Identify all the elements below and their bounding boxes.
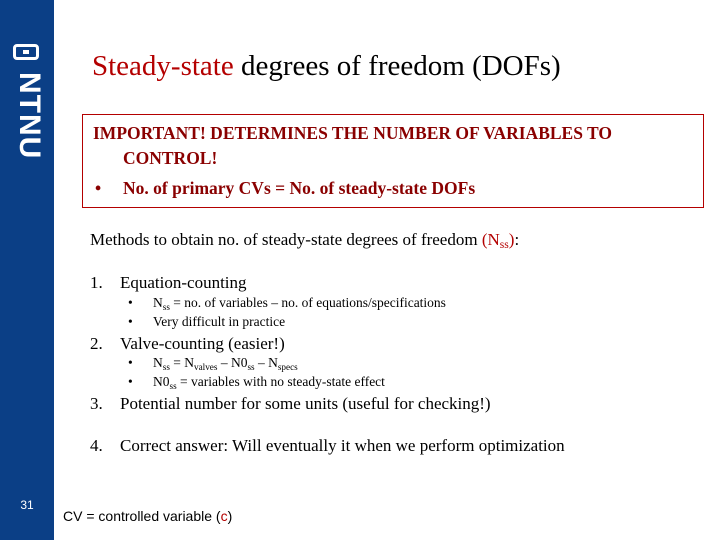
methods-text: Methods to obtain no. of steady-state degrees of freedom xyxy=(90,230,482,249)
methods-heading xyxy=(90,230,519,250)
methods-paren-open: ( xyxy=(481,230,488,249)
footnote-close: ) xyxy=(227,508,233,524)
step-3 xyxy=(90,394,491,414)
important-line-3: No. of primary CVs = No. of steady-state DOFs xyxy=(123,178,476,198)
step-1 xyxy=(90,273,247,293)
slide-number: 31 xyxy=(20,498,34,512)
ntnu-logo-text xyxy=(4,68,50,168)
sub-symbol-sub: ss xyxy=(162,362,170,372)
title-highlight: Steady-state xyxy=(92,50,234,82)
step-2-sub-2 xyxy=(128,374,385,390)
sub-symbol-sub: ss xyxy=(169,381,177,391)
sub-symbol: N0 xyxy=(153,374,170,389)
step-1-sub-2 xyxy=(128,314,285,330)
sub-symbol: N xyxy=(153,355,163,370)
sub-symbol-sub: ss xyxy=(162,302,170,312)
sidebar xyxy=(0,0,54,540)
sub-text: – N xyxy=(254,355,278,370)
bullet: • xyxy=(128,295,133,310)
methods-symbol: N xyxy=(487,230,500,249)
step-1-sub-1 xyxy=(128,295,446,311)
bullet: • xyxy=(128,314,133,329)
title-rest: degrees of freedom (DOFs) xyxy=(233,50,561,82)
sub-symbol-sub: specs xyxy=(277,362,298,372)
step-text: Correct answer: Will eventually it when we perform optimization xyxy=(120,436,565,455)
page-title xyxy=(92,50,561,83)
step-4 xyxy=(90,436,565,456)
sub-symbol-sub: ss xyxy=(247,362,255,372)
sub-text: = no. of variables – no. of equations/specifications xyxy=(169,295,446,310)
step-text: Potential number for some units (useful for checking!) xyxy=(120,394,491,413)
footnote-letter: c xyxy=(220,508,228,524)
sub-symbol-sub: valves xyxy=(194,362,218,372)
ntnu-logo-icon xyxy=(13,44,39,60)
sub-text: = N xyxy=(169,355,195,370)
step-number: 2. xyxy=(90,334,103,353)
methods-symbol-sub: ss xyxy=(499,238,509,251)
bullet: • xyxy=(128,374,133,389)
svg-text:NTNU: NTNU xyxy=(13,72,46,160)
step-number: 4. xyxy=(90,436,103,455)
important-line-1: IMPORTANT! DETERMINES THE NUMBER OF VARIABLES TO xyxy=(93,123,612,143)
important-line-2: CONTROL! xyxy=(123,148,218,168)
sub-text: Very difficult in practice xyxy=(153,314,286,329)
sub-text: = variables with no steady-state effect xyxy=(176,374,385,389)
step-text: Valve-counting (easier!) xyxy=(120,334,285,353)
step-text: Equation-counting xyxy=(120,273,247,292)
bullet: • xyxy=(128,355,133,370)
important-box xyxy=(82,114,704,208)
sub-text: – N0 xyxy=(217,355,248,370)
step-number: 3. xyxy=(90,394,103,413)
important-bullet: • xyxy=(95,178,102,198)
step-number: 1. xyxy=(90,273,103,292)
footnote xyxy=(63,508,232,524)
step-2 xyxy=(90,334,285,354)
footnote-text: CV = controlled variable ( xyxy=(63,508,221,524)
sub-symbol: N xyxy=(153,295,163,310)
step-2-sub-1 xyxy=(128,355,298,371)
methods-paren-close: ) xyxy=(508,230,515,249)
methods-colon: : xyxy=(514,230,520,249)
